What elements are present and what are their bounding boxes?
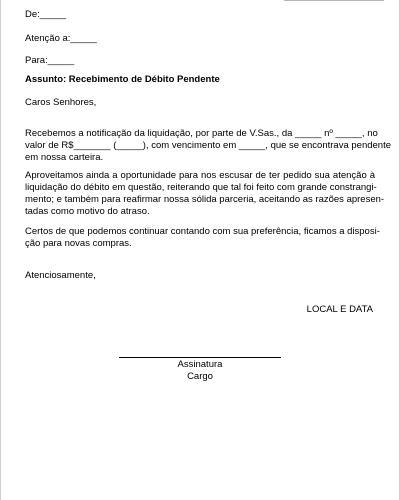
from-field: De:_____ (25, 9, 67, 20)
attention-field: Atenção a:_____ (25, 33, 97, 44)
salutation: Caros Senhores, (25, 97, 97, 108)
closing-salutation: Atenciosamente, (25, 270, 96, 281)
paragraph-closing (25, 226, 380, 250)
place-and-date: LOCAL E DATA (306, 304, 373, 315)
signature-label: Assinatura (177, 359, 223, 370)
paragraph-line: mento; e também para reafirmar nossa sólida parceria, aceitando as razões apresen- (25, 194, 385, 205)
subject-line: Assunto: Recebimento de Débito Pendente (25, 74, 220, 85)
paragraph-line: Certos de que podemos continuar contando com sua preferência, ficamos a disposi- (25, 226, 380, 237)
paragraph-line: tadas como motivo do atraso. (25, 206, 150, 217)
paragraph-line: Aproveitamos ainda a oportunidade para nos escusar de ter pedido sua atenção à (25, 170, 375, 181)
paragraph-line: liquidação do débito em questão, reiterando que tal foi feito com grande constrangi- (25, 182, 377, 193)
signature-role: Cargo (187, 371, 213, 382)
signature-line (119, 357, 281, 358)
paragraph-line: Recebemos a notificação da liquidação, por parte de V.Sas., da _____ nº _____, no (25, 128, 378, 139)
top-divider (284, 0, 384, 1)
to-field: Para:_____ (25, 55, 75, 66)
paragraph-line: ção para novas compras. (25, 238, 132, 249)
paragraph-line: valor de R$_______ (_____), com vencimento em _____, que se encontrava pendente (25, 140, 391, 151)
paragraph-notification (25, 128, 391, 164)
paragraph-line: em nossa carteira. (25, 152, 104, 163)
paragraph-apology (25, 170, 385, 218)
